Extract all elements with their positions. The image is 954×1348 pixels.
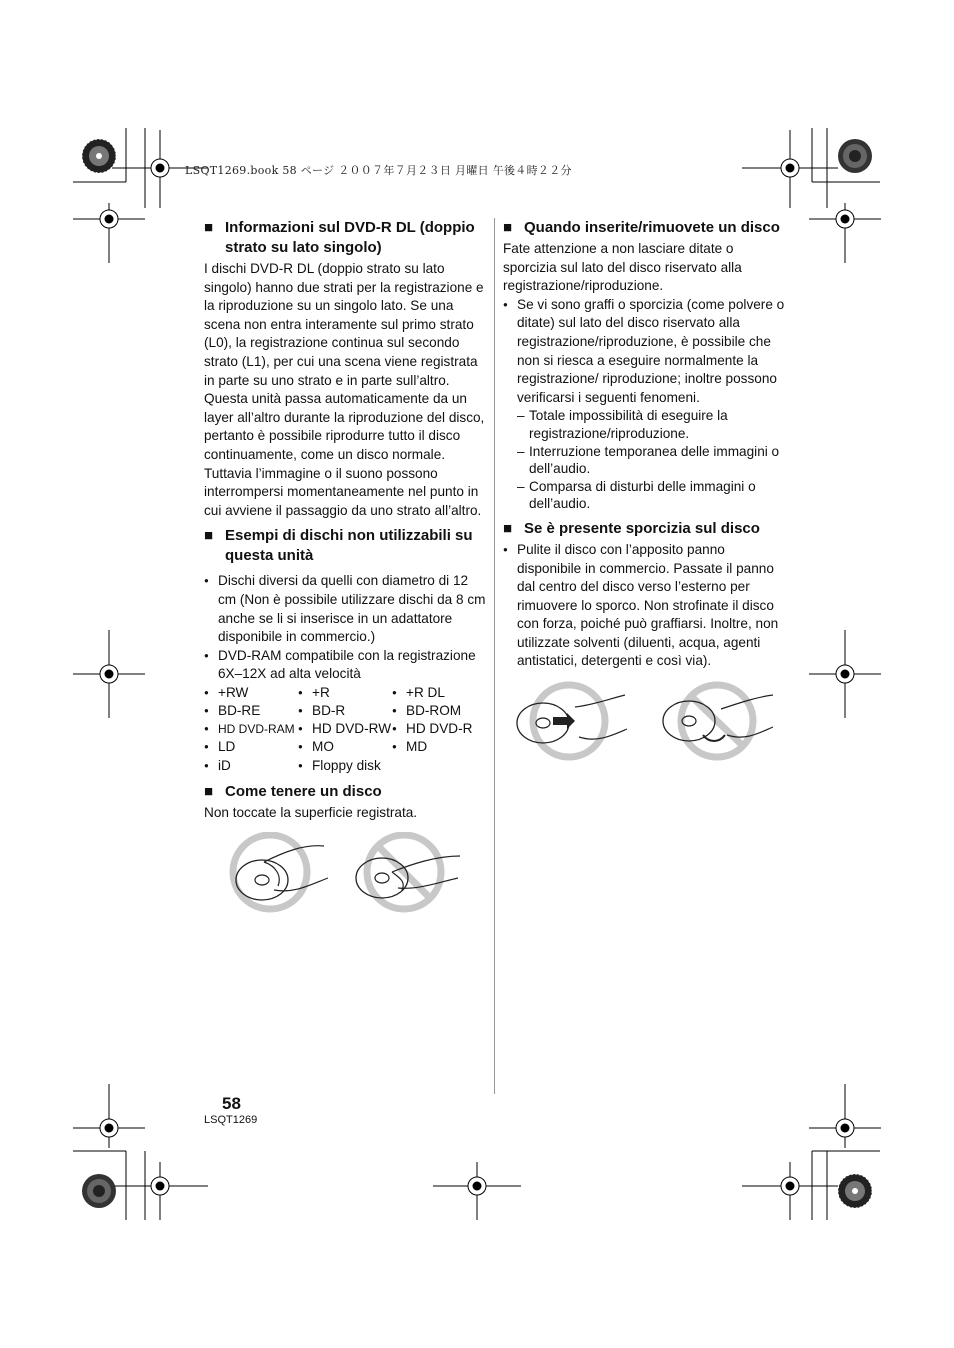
section-title-inserting-disc: ■ Quando inserite/rimuovete un disco xyxy=(503,219,780,236)
disc-type-grid xyxy=(204,684,488,775)
disc-type: ● +RW xyxy=(204,684,298,702)
dirty-disc-list xyxy=(503,541,789,671)
list-item: ● Se vi sono graffi o sporcizia (come polvere o ditate) sul lato del disco riservato alla registrazione/riproduzione, è possibile che non si riesca a eseguire normalmente la registrazione/ riproduzione; inoltre possono verificarsi i seguenti fenomeni. xyxy=(503,296,789,408)
left-column xyxy=(204,218,488,920)
wipe-center-outward-illustration xyxy=(503,681,633,767)
disc-type: ● HD DVD-RW xyxy=(298,720,392,738)
section-title-dvd-r-dl: ■ Informazioni sul DVD-R DL (doppio strato su lato singolo) xyxy=(204,219,475,256)
disc-type: ● LD xyxy=(204,738,298,756)
list-item: ● DVD-RAM compatibile con la registrazione 6X–12X ad alta velocità xyxy=(204,647,488,684)
disc-type: ● BD-ROM xyxy=(392,702,488,720)
disc-type: ● BD-RE xyxy=(204,702,298,720)
disc-type: ● +R DL xyxy=(392,684,488,702)
disc-type: ● MO xyxy=(298,738,392,756)
section-body-holding-disc: Non toccate la superficie registrata. xyxy=(204,804,418,820)
disc-type: ● Floppy disk xyxy=(298,757,392,775)
square-bullet-icon: ■ xyxy=(204,527,214,545)
list-item: ● Dischi diversi da quelli con diametro di 12 cm (Non è possibile utilizzare dischi da 8 cm anche se li si inserisce in un adattatore disponibile in commercio.) xyxy=(204,572,488,646)
print-header: LSQT1269.book 58 ページ ２００７年７月２３日 月曜日 午後４時２２分 xyxy=(185,164,572,177)
model-code: LSQT1269 xyxy=(204,1114,258,1126)
disc-type: ● BD-R xyxy=(298,702,392,720)
disc-type: ● HD DVD-RAM xyxy=(204,720,298,738)
list-item: ● Pulite il disco con l’apposito panno disponibile in commercio. Passate il panno dal centro del disco verso l’esterno per rimuovere lo sporco. Non strofinate il disco con forza, poiché può graffiarsi. Inoltre, non utilizzate solventi (diluenti, acqua, agenti antistatici, detergenti e così via). xyxy=(503,541,789,671)
unusable-discs-list xyxy=(204,572,488,684)
cleaning-disc-illustrations xyxy=(503,681,789,767)
square-bullet-icon: ■ xyxy=(503,219,513,236)
right-column xyxy=(503,218,789,767)
disc-held-by-edge-illustration xyxy=(204,832,334,920)
section-title-dirty-disc: ■ Se è presente sporcizia sul disco xyxy=(503,519,760,537)
section-body-dvd-r-dl: I dischi DVD-R DL (doppio strato su lato singolo) hanno due strati per la registrazione e la riproduzione su un singolo lato. Se una scena non entra interamente sul primo strato (L0), la registrazione continua sul secondo strato (L1), per cui una scena viene registrata in parte su uno strato e in parte sull’altro. Questa unità passa automaticamente da un layer all’altro durante la riproduzione del disco, pertanto è possibile riprodurre tutto il disco continuamente, come un disco normale. Tuttavia l’immagine o il suono possono interrompersi momentaneamente nel punto in cui avviene il passaggio da uno strato all’altro. xyxy=(204,261,485,518)
list-item: – Interruzione temporanea delle immagini o dell’audio. xyxy=(503,443,789,478)
section-title-unusable-discs: ■ Esempi di dischi non utilizzabili su questa unità xyxy=(204,527,473,565)
inserting-disc-list xyxy=(503,296,789,408)
list-item: – Comparsa di disturbi delle immagini o dell’audio. xyxy=(503,478,789,513)
disc-type: ● +R xyxy=(298,684,392,702)
disc-type: ● MD xyxy=(392,738,488,756)
section-body-inserting-disc: Fate attenzione a non lasciare ditate o sporcizia sul lato del disco riservato alla registrazione/riproduzione. xyxy=(503,241,742,294)
column-divider xyxy=(494,218,495,1094)
disc-type: ● HD DVD-R xyxy=(392,720,488,738)
disc-touched-surface-illustration xyxy=(336,832,466,920)
square-bullet-icon: ■ xyxy=(204,219,214,236)
page-number: 58 xyxy=(222,1094,241,1113)
wipe-circular-prohibited-illustration xyxy=(649,681,779,767)
list-item: – Totale impossibilità di eseguire la registrazione/riproduzione. xyxy=(503,407,789,442)
square-bullet-icon: ■ xyxy=(503,519,513,537)
square-bullet-icon: ■ xyxy=(204,782,214,800)
symptoms-list xyxy=(503,407,789,513)
disc-type: ● iD xyxy=(204,757,298,775)
holding-disc-illustrations xyxy=(204,832,488,920)
section-title-holding-disc: ■ Come tenere un disco xyxy=(204,782,382,800)
